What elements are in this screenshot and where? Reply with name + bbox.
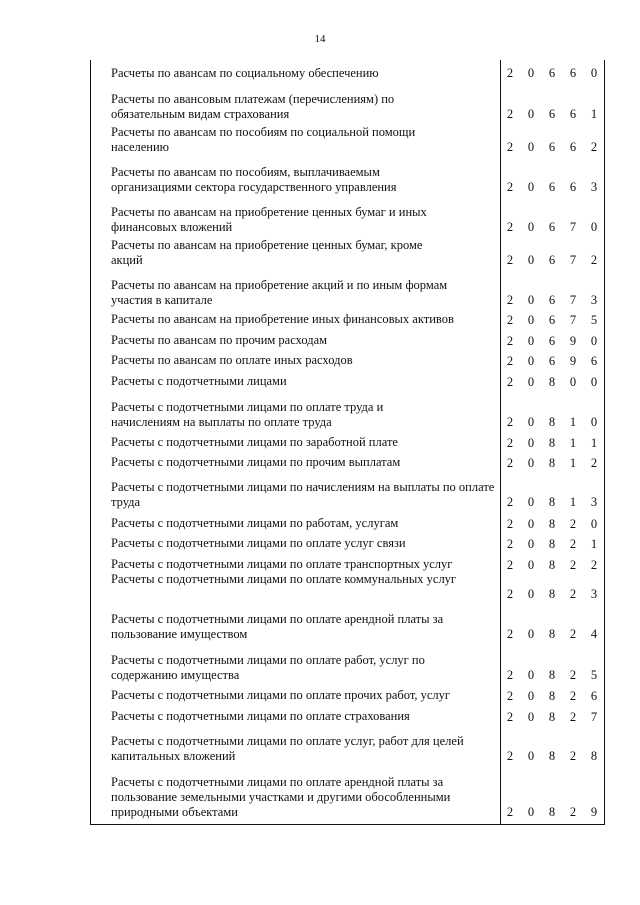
account-code: 2 0 8 2 1 xyxy=(506,537,598,551)
account-description: Расчеты по авансам по прочим расходам xyxy=(111,333,328,347)
account-code: 2 0 8 2 3 xyxy=(506,587,598,601)
account-code: 2 0 8 2 0 xyxy=(506,517,598,531)
account-description: Расчеты по авансам по оплате иных расходов xyxy=(111,353,353,367)
account-description: Расчеты с подотчетными лицами по оплате арендной платы за пользование имуществом xyxy=(111,612,444,641)
account-description: Расчеты с подотчетными лицами по оплате коммунальных услуг xyxy=(111,572,457,586)
account-description: Расчеты по авансам по социальному обеспечению xyxy=(111,66,379,80)
account-code: 2 0 6 7 5 xyxy=(506,313,598,327)
account-code: 2 0 6 7 2 xyxy=(506,253,598,267)
account-code: 2 0 6 7 3 xyxy=(506,293,598,307)
account-description: Расчеты с подотчетными лицами по оплате услуг связи xyxy=(111,536,406,550)
account-description: Расчеты по авансам на приобретение иных финансовых активов xyxy=(111,312,454,326)
accounts-table xyxy=(90,60,605,825)
account-code: 2 0 6 9 6 xyxy=(506,354,598,368)
account-code: 2 0 8 2 4 xyxy=(506,627,598,641)
account-code: 2 0 8 1 3 xyxy=(506,495,598,509)
page-number: 14 xyxy=(314,33,326,45)
account-code: 2 0 8 1 1 xyxy=(506,436,598,450)
account-description: Расчеты с подотчетными лицами по начислениям на выплаты по оплате труда xyxy=(111,480,495,509)
account-description: Расчеты с подотчетными лицами по оплате страхования xyxy=(111,709,410,723)
account-code: 2 0 8 2 2 xyxy=(506,558,598,572)
account-code: 2 0 6 6 1 xyxy=(506,107,598,121)
account-description: Расчеты с подотчетными лицами по оплате арендной платы за пользование земельными участками и другими обособленными природными объектами xyxy=(111,775,451,819)
account-description: Расчеты с подотчетными лицами по оплате прочих работ, услуг xyxy=(111,688,451,702)
account-description: Расчеты с подотчетными лицами xyxy=(111,374,287,388)
account-code: 2 0 8 2 7 xyxy=(506,710,598,724)
account-description: Расчеты по авансам на приобретение акций и по иным формам участия в капитале xyxy=(111,278,448,307)
account-code: 2 0 8 2 9 xyxy=(506,805,598,819)
account-description: Расчеты с подотчетными лицами по оплате работ, услуг по содержанию имущества xyxy=(111,653,425,682)
account-code: 2 0 8 2 8 xyxy=(506,749,598,763)
account-code: 2 0 6 6 3 xyxy=(506,180,598,194)
account-description: Расчеты с подотчетными лицами по заработной плате xyxy=(111,435,398,449)
account-code: 2 0 8 1 0 xyxy=(506,415,598,429)
account-code: 2 0 6 6 2 xyxy=(506,140,598,154)
account-code: 2 0 8 0 0 xyxy=(506,375,598,389)
account-description: Расчеты по авансовым платежам (перечислениям) по обязательным видам страхования xyxy=(111,92,395,121)
account-description: Расчеты с подотчетными лицами по оплате услуг, работ для целей капитальных вложений xyxy=(111,734,464,763)
account-description: Расчеты по авансам на приобретение ценных бумаг и иных финансовых вложений xyxy=(111,205,427,234)
account-code: 2 0 8 2 5 xyxy=(506,668,598,682)
account-code: 2 0 8 2 6 xyxy=(506,689,598,703)
account-description: Расчеты с подотчетными лицами по оплате транспортных услуг xyxy=(111,557,453,571)
account-description: Расчеты с подотчетными лицами по работам, услугам xyxy=(111,516,399,530)
account-description: Расчеты по авансам на приобретение ценных бумаг, кроме акций xyxy=(111,238,423,267)
account-description: Расчеты с подотчетными лицами по прочим выплатам xyxy=(111,455,401,469)
account-description: Расчеты по авансам по пособиям по социальной помощи населению xyxy=(111,125,416,154)
account-description: Расчеты с подотчетными лицами по оплате труда и начислениям на выплаты по оплате труда xyxy=(111,400,384,429)
account-code: 2 0 8 1 2 xyxy=(506,456,598,470)
account-code: 2 0 6 6 0 xyxy=(506,66,598,80)
account-code: 2 0 6 7 0 xyxy=(506,220,598,234)
account-code: 2 0 6 9 0 xyxy=(506,334,598,348)
account-description: Расчеты по авансам по пособиям, выплачиваемым организациями сектора государственного управления xyxy=(111,165,397,194)
column-divider xyxy=(500,60,501,824)
